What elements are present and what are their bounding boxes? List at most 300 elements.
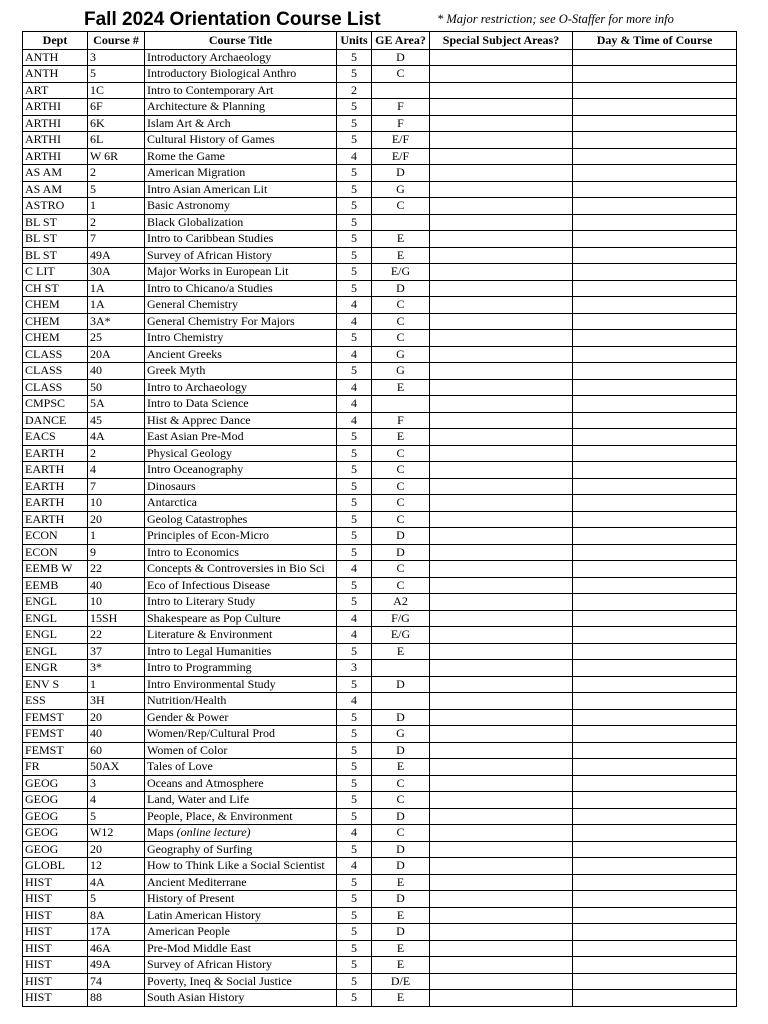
cell-course-title: Intro to Chicano/a Studies [145, 280, 337, 297]
cell-dept: CLASS [23, 363, 88, 380]
cell-day-time [573, 841, 737, 858]
table-row [23, 742, 737, 759]
cell-dept: FR [23, 759, 88, 776]
table-row [23, 907, 737, 924]
cell-dept: ARTHI [23, 132, 88, 149]
cell-units: 4 [337, 396, 372, 413]
cell-day-time [573, 280, 737, 297]
cell-day-time [573, 165, 737, 182]
cell-special-subject-areas [430, 313, 573, 330]
cell-special-subject-areas [430, 148, 573, 165]
cell-units: 5 [337, 577, 372, 594]
cell-special-subject-areas [430, 231, 573, 248]
cell-dept: ARTHI [23, 99, 88, 116]
cell-ge-area: D [372, 709, 430, 726]
cell-day-time [573, 808, 737, 825]
cell-course-title: Eco of Infectious Disease [145, 577, 337, 594]
cell-course-number: W 6R [88, 148, 145, 165]
cell-ge-area: E [372, 957, 430, 974]
major-restriction-note: * Major restriction; see O-Staffer for more info [437, 12, 674, 26]
cell-units: 5 [337, 957, 372, 974]
cell-special-subject-areas [430, 990, 573, 1007]
table-row [23, 759, 737, 776]
cell-ge-area: D [372, 544, 430, 561]
cell-ge-area: D [372, 528, 430, 545]
cell-units: 4 [337, 693, 372, 710]
cell-course-number: 5 [88, 891, 145, 908]
cell-ge-area: D [372, 49, 430, 66]
cell-course-number: 49A [88, 957, 145, 974]
cell-dept: ENGL [23, 643, 88, 660]
cell-units: 5 [337, 775, 372, 792]
cell-course-title: Principles of Econ-Micro [145, 528, 337, 545]
cell-dept: ANTH [23, 66, 88, 83]
cell-course-number: 88 [88, 990, 145, 1007]
cell-ge-area: C [372, 775, 430, 792]
cell-day-time [573, 132, 737, 149]
cell-special-subject-areas [430, 561, 573, 578]
cell-special-subject-areas [430, 429, 573, 446]
column-header-course-number: Course # [88, 32, 145, 50]
cell-day-time [573, 66, 737, 83]
cell-dept: ARTHI [23, 115, 88, 132]
cell-dept: BL ST [23, 214, 88, 231]
table-row [23, 165, 737, 182]
cell-course-number: 5A [88, 396, 145, 413]
cell-special-subject-areas [430, 445, 573, 462]
cell-course-number: 25 [88, 330, 145, 347]
cell-course-number: 3 [88, 49, 145, 66]
cell-dept: HIST [23, 907, 88, 924]
cell-ge-area: G [372, 726, 430, 743]
cell-units: 5 [337, 214, 372, 231]
cell-dept: ENGL [23, 610, 88, 627]
cell-special-subject-areas [430, 676, 573, 693]
cell-course-title: Concepts & Controversies in Bio Sci [145, 561, 337, 578]
cell-course-number: 3A* [88, 313, 145, 330]
table-row [23, 660, 737, 677]
cell-special-subject-areas [430, 544, 573, 561]
cell-course-number: 3H [88, 693, 145, 710]
table-row [23, 577, 737, 594]
cell-course-number: 4 [88, 462, 145, 479]
cell-course-number: 1 [88, 198, 145, 215]
cell-course-title: Hist & Apprec Dance [145, 412, 337, 429]
table-row [23, 841, 737, 858]
cell-course-number: 1 [88, 528, 145, 545]
cell-units: 5 [337, 132, 372, 149]
cell-day-time [573, 627, 737, 644]
cell-units: 5 [337, 940, 372, 957]
cell-dept: GEOG [23, 808, 88, 825]
cell-course-title: Poverty, Ineq & Social Justice [145, 973, 337, 990]
cell-course-title: Women/Rep/Cultural Prod [145, 726, 337, 743]
cell-special-subject-areas [430, 709, 573, 726]
course-title-text: Maps [147, 825, 174, 840]
cell-course-title: Gender & Power [145, 709, 337, 726]
cell-course-number: 50AX [88, 759, 145, 776]
table-row [23, 66, 737, 83]
column-header-course-title: Course Title [145, 32, 337, 50]
cell-ge-area: E [372, 990, 430, 1007]
cell-units: 4 [337, 610, 372, 627]
cell-ge-area: E [372, 231, 430, 248]
cell-day-time [573, 924, 737, 941]
cell-units: 5 [337, 709, 372, 726]
cell-day-time [573, 940, 737, 957]
cell-course-number: 4A [88, 874, 145, 891]
cell-course-number: W12 [88, 825, 145, 842]
cell-special-subject-areas [430, 412, 573, 429]
cell-course-number: 5 [88, 181, 145, 198]
table-row [23, 973, 737, 990]
cell-special-subject-areas [430, 66, 573, 83]
cell-course-number: 15SH [88, 610, 145, 627]
cell-day-time [573, 907, 737, 924]
cell-ge-area: G [372, 181, 430, 198]
table-row [23, 693, 737, 710]
table-row [23, 462, 737, 479]
cell-day-time [573, 264, 737, 281]
cell-course-number: 4A [88, 429, 145, 446]
cell-course-title: Cultural History of Games [145, 132, 337, 149]
cell-day-time [573, 660, 737, 677]
cell-course-title: South Asian History [145, 990, 337, 1007]
cell-special-subject-areas [430, 726, 573, 743]
cell-course-number: 20 [88, 709, 145, 726]
cell-ge-area: A2 [372, 594, 430, 611]
column-header-day-time: Day & Time of Course [573, 32, 737, 50]
cell-dept: ENGL [23, 627, 88, 644]
cell-course-number: 60 [88, 742, 145, 759]
table-row [23, 49, 737, 66]
cell-units: 4 [337, 561, 372, 578]
cell-special-subject-areas [430, 264, 573, 281]
cell-day-time [573, 231, 737, 248]
cell-special-subject-areas [430, 643, 573, 660]
cell-units: 5 [337, 495, 372, 512]
cell-dept: FEMST [23, 742, 88, 759]
cell-special-subject-areas [430, 528, 573, 545]
cell-course-number: 37 [88, 643, 145, 660]
cell-ge-area: D [372, 841, 430, 858]
cell-course-number: 5 [88, 808, 145, 825]
cell-dept: CHEM [23, 297, 88, 314]
table-row [23, 396, 737, 413]
cell-dept: ECON [23, 544, 88, 561]
cell-ge-area: D [372, 891, 430, 908]
cell-ge-area: C [372, 478, 430, 495]
table-row [23, 594, 737, 611]
cell-units: 5 [337, 742, 372, 759]
cell-course-title: Basic Astronomy [145, 198, 337, 215]
cell-ge-area: D [372, 858, 430, 875]
cell-dept: HIST [23, 957, 88, 974]
cell-units: 5 [337, 792, 372, 809]
cell-ge-area: D/E [372, 973, 430, 990]
cell-course-title: American Migration [145, 165, 337, 182]
cell-units: 5 [337, 115, 372, 132]
cell-units: 5 [337, 264, 372, 281]
page-header [0, 0, 768, 32]
cell-dept: EACS [23, 429, 88, 446]
cell-day-time [573, 363, 737, 380]
cell-ge-area: C [372, 462, 430, 479]
cell-course-title: Oceans and Atmosphere [145, 775, 337, 792]
cell-day-time [573, 412, 737, 429]
cell-dept: HIST [23, 891, 88, 908]
cell-dept: EARTH [23, 462, 88, 479]
table-row [23, 561, 737, 578]
cell-course-number: 20A [88, 346, 145, 363]
cell-course-title: Intro Environmental Study [145, 676, 337, 693]
cell-ge-area: E/F [372, 148, 430, 165]
cell-units: 5 [337, 280, 372, 297]
cell-course-title: Geolog Catastrophes [145, 511, 337, 528]
cell-day-time [573, 99, 737, 116]
cell-course-title: Intro to Economics [145, 544, 337, 561]
cell-course-title: Intro Oceanography [145, 462, 337, 479]
cell-course-number: 40 [88, 726, 145, 743]
cell-course-title: Latin American History [145, 907, 337, 924]
cell-dept: BL ST [23, 231, 88, 248]
table-row [23, 495, 737, 512]
cell-course-title: Women of Color [145, 742, 337, 759]
cell-course-title: Major Works in European Lit [145, 264, 337, 281]
table-row [23, 346, 737, 363]
cell-course-number: 2 [88, 165, 145, 182]
cell-special-subject-areas [430, 379, 573, 396]
cell-units: 5 [337, 198, 372, 215]
cell-ge-area: E [372, 379, 430, 396]
cell-units: 5 [337, 643, 372, 660]
cell-units: 5 [337, 907, 372, 924]
cell-dept: EARTH [23, 511, 88, 528]
cell-day-time [573, 957, 737, 974]
cell-course-title: Survey of African History [145, 957, 337, 974]
cell-course-title: Antarctica [145, 495, 337, 512]
cell-dept: ESS [23, 693, 88, 710]
cell-day-time [573, 181, 737, 198]
cell-dept: HIST [23, 874, 88, 891]
cell-course-number: 7 [88, 231, 145, 248]
cell-ge-area: C [372, 313, 430, 330]
cell-course-title [145, 825, 337, 842]
cell-day-time [573, 742, 737, 759]
cell-ge-area: C [372, 198, 430, 215]
cell-day-time [573, 297, 737, 314]
table-row [23, 429, 737, 446]
cell-special-subject-areas [430, 330, 573, 347]
cell-special-subject-areas [430, 808, 573, 825]
cell-course-title: Islam Art & Arch [145, 115, 337, 132]
cell-course-number: 3 [88, 775, 145, 792]
cell-special-subject-areas [430, 775, 573, 792]
cell-course-number: 20 [88, 841, 145, 858]
cell-course-title: Black Globalization [145, 214, 337, 231]
cell-day-time [573, 973, 737, 990]
cell-course-title: Intro to Archaeology [145, 379, 337, 396]
table-row [23, 330, 737, 347]
cell-dept: GEOG [23, 825, 88, 842]
cell-dept: AS AM [23, 181, 88, 198]
cell-units: 5 [337, 973, 372, 990]
cell-special-subject-areas [430, 297, 573, 314]
cell-day-time [573, 759, 737, 776]
table-row [23, 858, 737, 875]
cell-special-subject-areas [430, 346, 573, 363]
cell-day-time [573, 792, 737, 809]
cell-ge-area: E [372, 874, 430, 891]
cell-ge-area: E [372, 759, 430, 776]
cell-course-number: 30A [88, 264, 145, 281]
cell-ge-area: C [372, 511, 430, 528]
cell-dept: ENGR [23, 660, 88, 677]
cell-day-time [573, 214, 737, 231]
cell-ge-area: D [372, 808, 430, 825]
cell-course-title: Architecture & Planning [145, 99, 337, 116]
table-row [23, 214, 737, 231]
table-row [23, 115, 737, 132]
cell-course-number: 8A [88, 907, 145, 924]
cell-course-number: 6F [88, 99, 145, 116]
table-row [23, 198, 737, 215]
course-list-table [22, 31, 737, 1007]
table-row [23, 445, 737, 462]
table-row [23, 610, 737, 627]
cell-special-subject-areas [430, 693, 573, 710]
cell-day-time [573, 247, 737, 264]
cell-units: 5 [337, 66, 372, 83]
cell-dept: CLASS [23, 346, 88, 363]
cell-course-number: 10 [88, 495, 145, 512]
cell-day-time [573, 49, 737, 66]
cell-dept: ART [23, 82, 88, 99]
cell-course-title: General Chemistry [145, 297, 337, 314]
cell-course-title: Intro to Programming [145, 660, 337, 677]
cell-dept: HIST [23, 990, 88, 1007]
cell-units: 4 [337, 412, 372, 429]
table-row [23, 511, 737, 528]
cell-course-number: 9 [88, 544, 145, 561]
cell-course-number: 2 [88, 445, 145, 462]
cell-day-time [573, 610, 737, 627]
cell-units: 4 [337, 858, 372, 875]
cell-course-number: 3* [88, 660, 145, 677]
cell-day-time [573, 643, 737, 660]
cell-units: 5 [337, 49, 372, 66]
cell-day-time [573, 990, 737, 1007]
cell-course-number: 40 [88, 363, 145, 380]
cell-day-time [573, 858, 737, 875]
cell-units: 5 [337, 891, 372, 908]
cell-course-title: Rome the Game [145, 148, 337, 165]
cell-special-subject-areas [430, 577, 573, 594]
table-row [23, 264, 737, 281]
cell-course-number: 50 [88, 379, 145, 396]
table-row [23, 709, 737, 726]
cell-units: 5 [337, 924, 372, 941]
cell-ge-area: D [372, 924, 430, 941]
cell-ge-area [372, 82, 430, 99]
cell-course-title: Land, Water and Life [145, 792, 337, 809]
cell-course-title: Greek Myth [145, 363, 337, 380]
cell-ge-area: C [372, 66, 430, 83]
table-row [23, 379, 737, 396]
column-header-ge-area: GE Area? [372, 32, 430, 50]
cell-course-number: 17A [88, 924, 145, 941]
cell-units: 5 [337, 462, 372, 479]
cell-course-number: 1A [88, 297, 145, 314]
cell-course-title: Literature & Environment [145, 627, 337, 644]
cell-dept: ECON [23, 528, 88, 545]
cell-special-subject-areas [430, 627, 573, 644]
cell-units: 5 [337, 165, 372, 182]
cell-special-subject-areas [430, 82, 573, 99]
cell-day-time [573, 478, 737, 495]
cell-course-title: Intro Chemistry [145, 330, 337, 347]
cell-special-subject-areas [430, 478, 573, 495]
cell-units: 5 [337, 445, 372, 462]
cell-day-time [573, 429, 737, 446]
cell-special-subject-areas [430, 99, 573, 116]
table-row [23, 627, 737, 644]
cell-dept: C LIT [23, 264, 88, 281]
table-row [23, 99, 737, 116]
cell-course-title: History of Present [145, 891, 337, 908]
cell-dept: ANTH [23, 49, 88, 66]
cell-day-time [573, 726, 737, 743]
cell-day-time [573, 709, 737, 726]
table-header [23, 32, 737, 50]
cell-dept: EEMB W [23, 561, 88, 578]
cell-units: 2 [337, 82, 372, 99]
cell-ge-area: F [372, 115, 430, 132]
cell-ge-area: E [372, 907, 430, 924]
cell-dept: EARTH [23, 495, 88, 512]
cell-units: 4 [337, 313, 372, 330]
cell-dept: ASTRO [23, 198, 88, 215]
cell-units: 4 [337, 379, 372, 396]
cell-ge-area [372, 693, 430, 710]
cell-ge-area: D [372, 280, 430, 297]
column-header-special-subject-areas: Special Subject Areas? [430, 32, 573, 50]
cell-ge-area: E/F [372, 132, 430, 149]
cell-day-time [573, 775, 737, 792]
cell-ge-area [372, 660, 430, 677]
cell-course-number: 20 [88, 511, 145, 528]
table-row [23, 478, 737, 495]
cell-dept: ENV S [23, 676, 88, 693]
cell-units: 5 [337, 511, 372, 528]
table-row [23, 181, 737, 198]
cell-day-time [573, 396, 737, 413]
cell-special-subject-areas [430, 957, 573, 974]
cell-day-time [573, 313, 737, 330]
cell-day-time [573, 495, 737, 512]
cell-units: 5 [337, 528, 372, 545]
table-row [23, 990, 737, 1007]
table-row [23, 297, 737, 314]
cell-special-subject-areas [430, 924, 573, 941]
cell-dept: CHEM [23, 330, 88, 347]
cell-units: 5 [337, 247, 372, 264]
cell-course-title: Shakespeare as Pop Culture [145, 610, 337, 627]
cell-units: 5 [337, 759, 372, 776]
cell-course-title: Introductory Biological Anthro [145, 66, 337, 83]
cell-dept: BL ST [23, 247, 88, 264]
cell-ge-area: D [372, 676, 430, 693]
